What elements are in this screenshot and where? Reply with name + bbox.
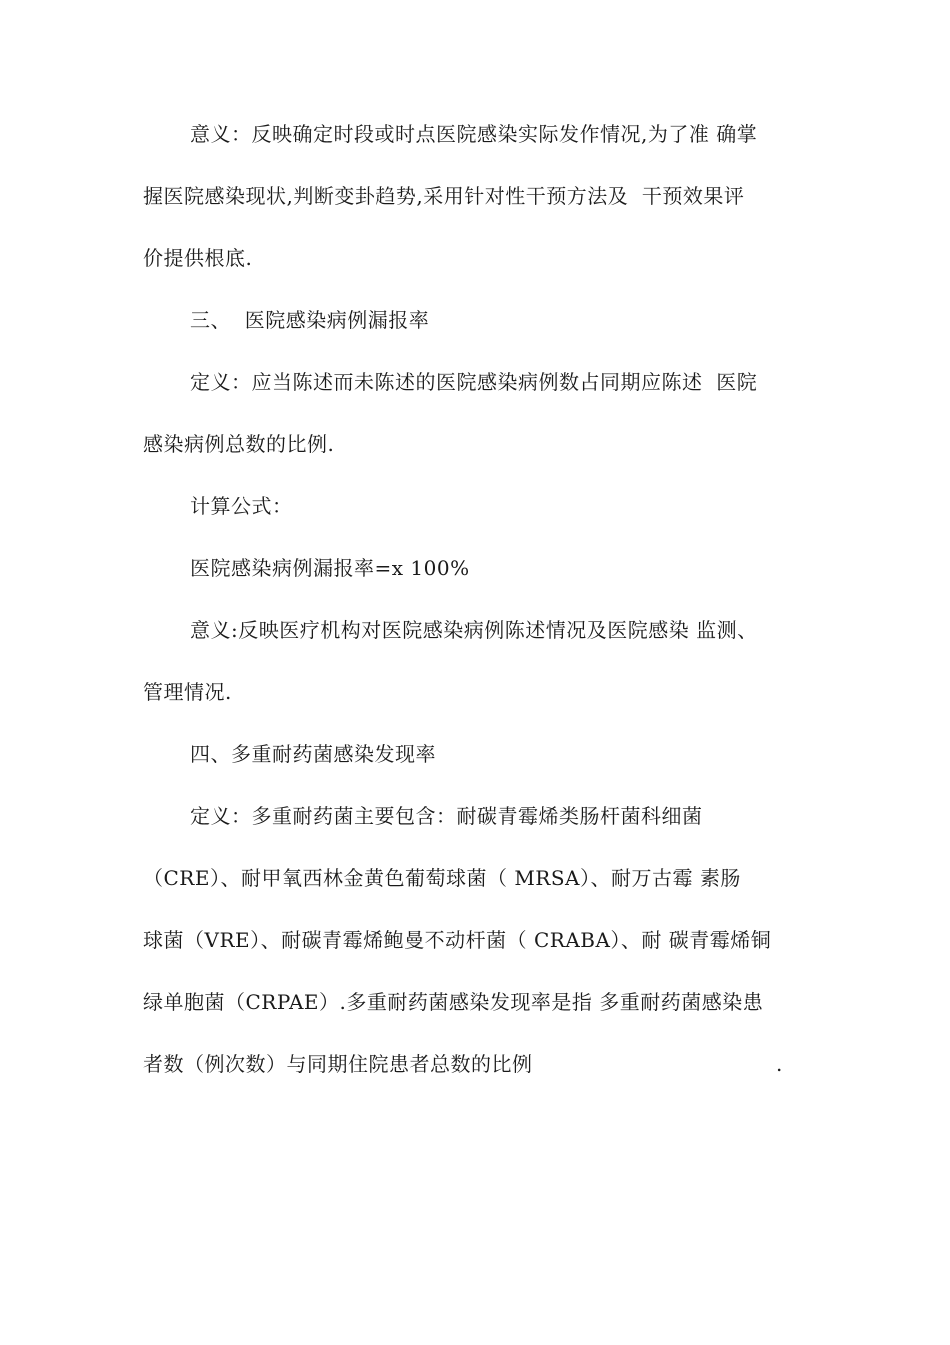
paragraph-line: 定义：应当陈述而未陈述的医院感染病例数占同期应陈述 医院 <box>190 370 758 394</box>
paragraph-line: 感染病例总数的比例. <box>143 432 335 456</box>
paragraph-line: 球菌（VRE）、耐碳青霉烯鲍曼不动杆菌（ CRABA）、耐 碳青霉烯铜 <box>143 928 772 952</box>
paragraph-line: 绿单胞菌（CRPAE）.多重耐药菌感染发现率是指 多重耐药菌感染患 <box>143 990 764 1014</box>
paragraph-line: 管理情况. <box>143 680 232 704</box>
paragraph-line: （CRE）、耐甲氧西林金黄色葡萄球菌（ MRSA）、耐万古霉 素肠 <box>143 866 741 890</box>
paragraph-line: 意义:反映医疗机构对医院感染病例陈述情况及医院感染 监测、 <box>190 618 758 642</box>
paragraph-line: 定义：多重耐药菌主要包含：耐碳青霉烯类肠杆菌科细菌 <box>190 804 703 828</box>
paragraph-line: 计算公式： <box>190 494 293 518</box>
paragraph-line: 者数（例次数）与同期住院患者总数的比例 <box>143 1052 533 1076</box>
section-heading: 四、多重耐药菌感染发现率 <box>190 742 436 766</box>
trailing-period: . <box>776 1052 783 1076</box>
paragraph-line: 价提供根底. <box>143 246 253 270</box>
section-heading: 三、 医院感染病例漏报率 <box>190 308 430 332</box>
paragraph-line: 握医院感染现状,判断变卦趋势,采用针对性干预方法及 干预效果评 <box>143 184 745 208</box>
formula-line: 医院感染病例漏报率=x 100% <box>190 556 470 580</box>
paragraph-line: 意义：反映确定时段或时点医院感染实际发作情况,为了准 确掌 <box>190 122 758 146</box>
